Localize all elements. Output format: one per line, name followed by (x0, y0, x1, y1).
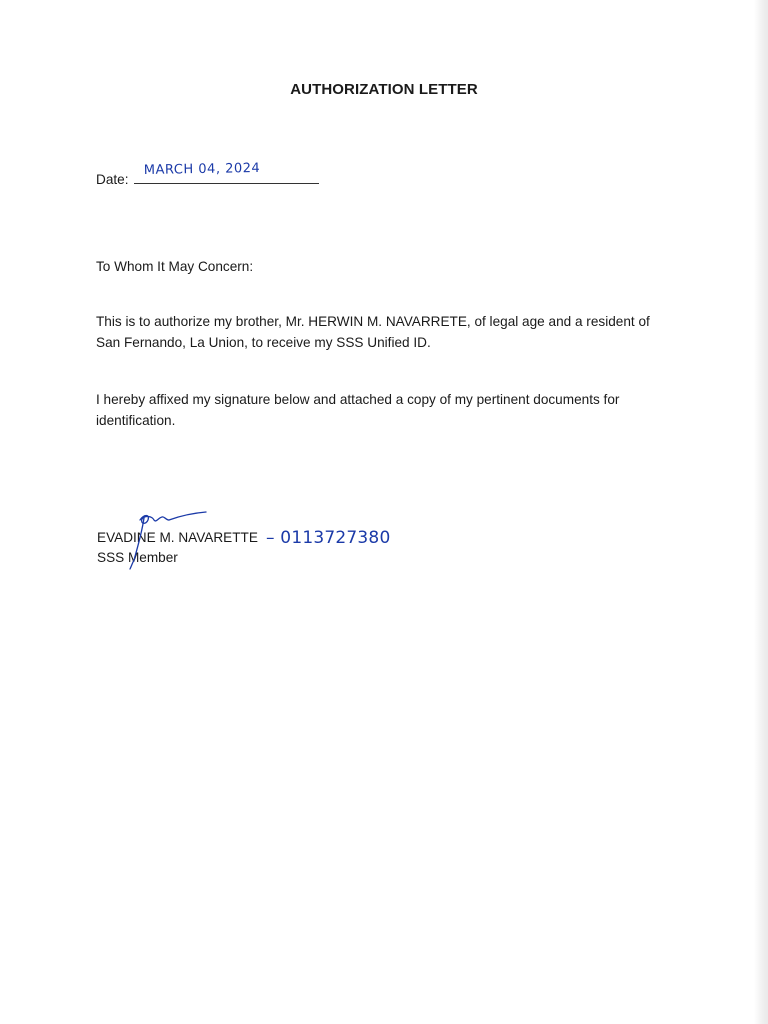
handwritten-member-number: – 0113727380 (266, 528, 391, 548)
paragraph-line: This is to authorize my brother, Mr. HERWIN M. NAVARRETE, of legal age and a resident of (96, 314, 650, 329)
paragraph-line: San Fernando, La Union, to receive my SSS Unified ID. (96, 335, 431, 350)
signatory-name: EVADINE M. NAVARETTE (97, 530, 258, 545)
handwritten-signature (118, 508, 218, 574)
paragraph-line: I hereby affixed my signature below and attached a copy of my pertinent documents for (96, 392, 620, 407)
paragraph-attachments (96, 389, 619, 431)
date-label: Date: (96, 172, 129, 187)
letter-title: AUTHORIZATION LETTER (290, 81, 478, 98)
signatory-role: SSS Member (97, 550, 178, 565)
date-underline (134, 183, 319, 184)
page-edge-shadow (754, 0, 768, 1024)
handwritten-date: MARCH 04, 2024 (143, 160, 261, 178)
paragraph-authorization (96, 311, 650, 353)
paragraph-line: identification. (96, 413, 176, 428)
greeting: To Whom It May Concern: (96, 259, 254, 274)
